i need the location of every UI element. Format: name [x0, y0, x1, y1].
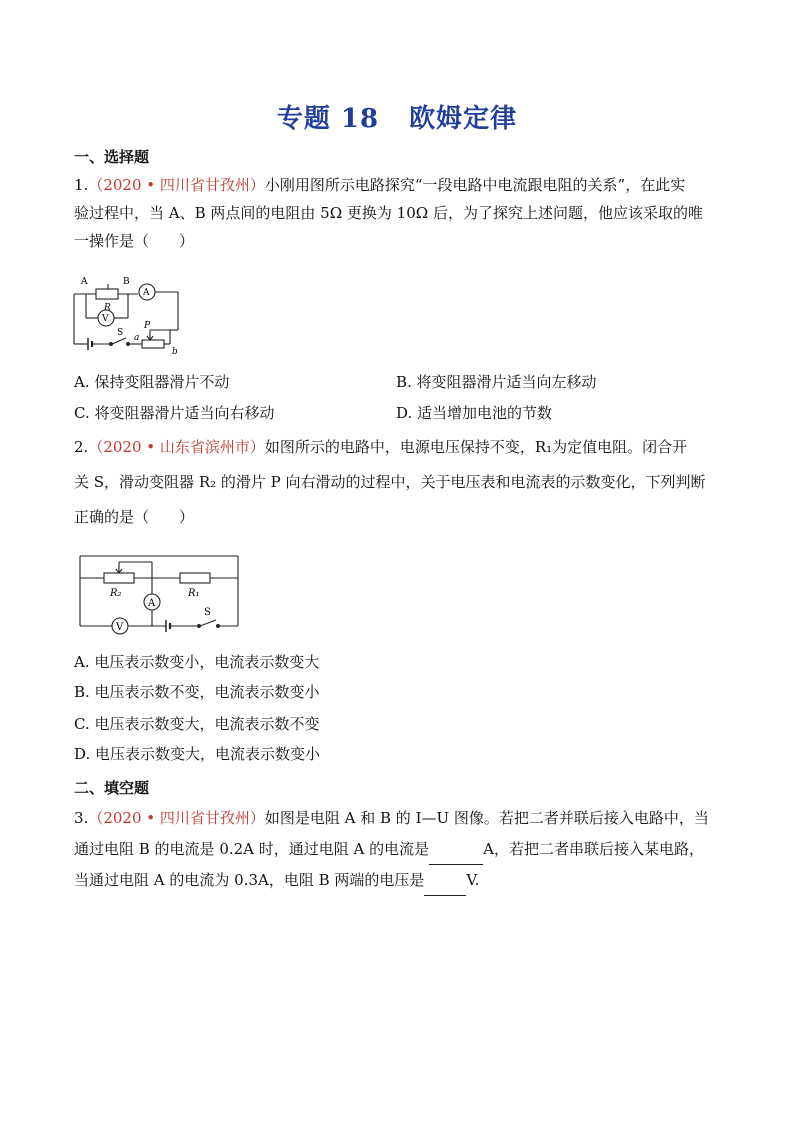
label-r2: R₂	[110, 588, 122, 599]
question-source: （2020 • 四川省甘孜州）	[88, 176, 265, 194]
question-number: 3.	[74, 809, 89, 827]
title-topic-name: 欧姆定律	[409, 104, 518, 134]
q2-option-d: D. 电压表示数变大，电流表示数变小	[74, 745, 321, 763]
q1-option-c: C. 将变阻器滑片适当向右移动	[74, 404, 275, 422]
label-end-b: b	[172, 347, 178, 356]
q2-option-c: C. 电压表示数变大，电流表示数不变	[74, 715, 320, 733]
question-2-line-3: 正确的是（ ）	[74, 508, 195, 526]
question-3-line-2: 通过电阻 B 的电流是 0.2A 时，通过电阻 A 的电流是 A，若把二者串联后接入某电路，	[74, 834, 724, 865]
question-source: （2020 • 山东省滨州市）	[88, 438, 265, 456]
question-text: 如图是电阻 A 和 B 的 I—U 图像。若把二者并联后接入电路中，当	[264, 809, 709, 827]
question-3-line-1	[74, 803, 724, 834]
label-switch-s: S	[204, 607, 211, 618]
q2-option-b: B. 电压表示数不变，电流表示数变小	[74, 683, 320, 701]
question-2	[74, 430, 724, 535]
q1-option-a: A. 保持变阻器滑片不动	[74, 373, 230, 391]
ammeter-symbol: A	[148, 598, 156, 609]
section-heading-fill: 二、填空题	[74, 779, 150, 797]
question-1-line-1	[74, 171, 724, 199]
question-source: （2020 • 四川省甘孜州）	[88, 809, 265, 827]
answer-blank-1[interactable]	[429, 846, 483, 865]
circuit-diagram-1	[66, 272, 196, 356]
label-end-a: a	[134, 333, 140, 343]
label-resistor-r: R	[104, 303, 111, 313]
answer-blank-2[interactable]	[424, 877, 466, 896]
page-title	[0, 98, 794, 135]
label-slider-p: P	[144, 321, 151, 331]
q1-option-b: B. 将变阻器滑片适当向左移动	[396, 373, 597, 391]
q1-option-d: D. 适当增加电池的节数	[396, 404, 553, 422]
title-topic-number: 专题 18	[276, 104, 380, 134]
label-point-b-upper: B	[123, 277, 130, 287]
q2-option-a: A. 电压表示数变小，电流表示数变大	[74, 653, 320, 671]
question-number: 1.	[74, 176, 89, 194]
label-switch-s: S	[117, 328, 124, 338]
question-1-line-2: 验过程中，当 A、B 两点间的电阻由 5Ω 更换为 10Ω 后，为了探究上述问题，他应该采取的唯	[74, 204, 703, 222]
label-point-a-upper: A	[81, 277, 88, 287]
label-r1: R₁	[188, 588, 200, 599]
question-2-line-1	[74, 430, 724, 465]
ammeter-symbol: A	[143, 288, 150, 298]
question-1-line-3: 一操作是（ ）	[74, 232, 195, 250]
circuit-diagram-2	[74, 548, 244, 636]
question-3-line-3: 当通过电阻 A 的电流为 0.3A，电阻 B 两端的电压是 V.	[74, 865, 724, 896]
voltmeter-symbol: V	[102, 314, 109, 324]
question-text: 小刚用图所示电路探究“一段电路中电流跟电阻的关系”，在此实	[264, 176, 686, 194]
section-heading-choice: 一、选择题	[74, 148, 150, 166]
voltmeter-symbol: V	[116, 622, 124, 633]
question-2-line-2: 关 S，滑动变阻器 R₂ 的滑片 P 向右滑动的过程中，关于电压表和电流表的示数变化，下列判断	[74, 473, 706, 491]
question-1	[74, 171, 724, 255]
question-text: 如图所示的电路中，电源电压保持不变，R₁为定值电阻。闭合开	[264, 438, 688, 456]
question-3	[74, 803, 724, 896]
question-number: 2.	[74, 438, 89, 456]
